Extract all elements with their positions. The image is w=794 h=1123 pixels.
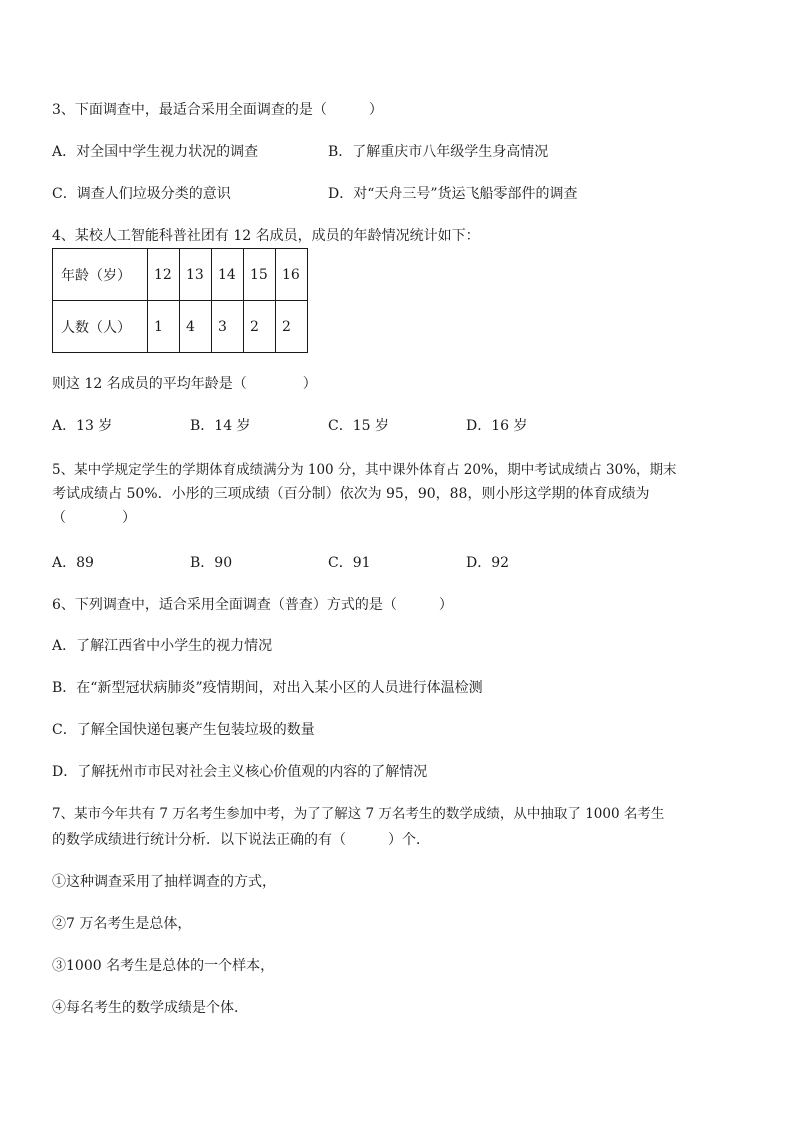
q4-option-d: D．16 岁: [466, 418, 528, 434]
q5-line-2: 考试成绩占 50%．小彤的三项成绩（百分制）依次为 95，90，88，则小彤这学期的体育成绩为: [52, 486, 650, 502]
age-cell: 14: [212, 249, 244, 301]
q5-option-d: D．92: [466, 555, 510, 571]
q4-option-a: A．13 岁: [52, 418, 113, 434]
q7-statement-3: ③1000 名考生是总体的一个样本，: [52, 958, 275, 974]
q4-option-c: C．15 岁: [328, 418, 389, 434]
age-cell: 16: [276, 249, 308, 301]
q4-option-b: B．14 岁: [190, 418, 251, 434]
q4-stem: 4、某校人工智能科普社团有 12 名成员，成员的年龄情况统计如下：: [52, 228, 480, 244]
q7-line-1: 7、某市今年共有 7 万名考生参加中考，为了了解这 7 万名考生的数学成绩，从中抽取了 1000 名考生: [52, 806, 665, 822]
q5-line-1: 5、某中学规定学生的学期体育成绩满分为 100 分，其中课外体育占 20%，期中考试成绩占 30%，期末: [52, 462, 677, 478]
q6-stem: 6、下列调查中，适合采用全面调查（普查）方式的是（ ）: [52, 597, 453, 613]
count-row-label: 人数（人）: [53, 301, 148, 353]
age-row-label: 年龄（岁）: [53, 249, 148, 301]
count-cell: 2: [276, 301, 308, 353]
q5-line-3: （ ）: [52, 510, 136, 526]
count-cell: 3: [212, 301, 244, 353]
q6-option-c: C．了解全国快递包裹产生包装垃圾的数量: [52, 722, 315, 738]
count-cell: 4: [180, 301, 212, 353]
age-table: [52, 248, 308, 353]
q3-option-a: A．对全国中学生视力状况的调查: [52, 144, 259, 160]
q7-line-2: 的数学成绩进行统计分析．以下说法正确的有（ ）个．: [52, 832, 430, 848]
q3-option-c: C．调查人们垃圾分类的意识: [52, 186, 231, 202]
q5-option-b: B．90: [190, 555, 233, 571]
q7-statement-2: ②7 万名考生是总体，: [52, 916, 192, 932]
q7-statement-1: ①这种调查采用了抽样调查的方式，: [52, 874, 276, 890]
q5-option-a: A．89: [52, 555, 94, 571]
count-cell: 2: [244, 301, 276, 353]
table-row: [53, 301, 308, 353]
count-cell: 1: [148, 301, 180, 353]
table-row: [53, 249, 308, 301]
q6-option-d: D．了解抚州市市民对社会主义核心价值观的内容的了解情况: [52, 764, 428, 780]
q5-option-c: C．91: [328, 555, 371, 571]
q3-option-b: B．了解重庆市八年级学生身高情况: [328, 144, 549, 160]
q6-option-a: A．了解江西省中小学生的视力情况: [52, 638, 273, 654]
age-cell: 15: [244, 249, 276, 301]
q3-option-d: D．对“天舟三号”货运飞船零部件的调查: [328, 186, 578, 202]
q3-stem: 3、下面调查中，最适合采用全面调查的是（ ）: [52, 102, 383, 118]
q4-question: 则这 12 名成员的平均年龄是（ ）: [52, 376, 317, 392]
age-cell: 13: [180, 249, 212, 301]
q6-option-b: B．在“新型冠状病肺炎”疫情期间，对出入某小区的人员进行体温检测: [52, 680, 483, 696]
age-cell: 12: [148, 249, 180, 301]
q7-statement-4: ④每名考生的数学成绩是个体．: [52, 1000, 248, 1016]
